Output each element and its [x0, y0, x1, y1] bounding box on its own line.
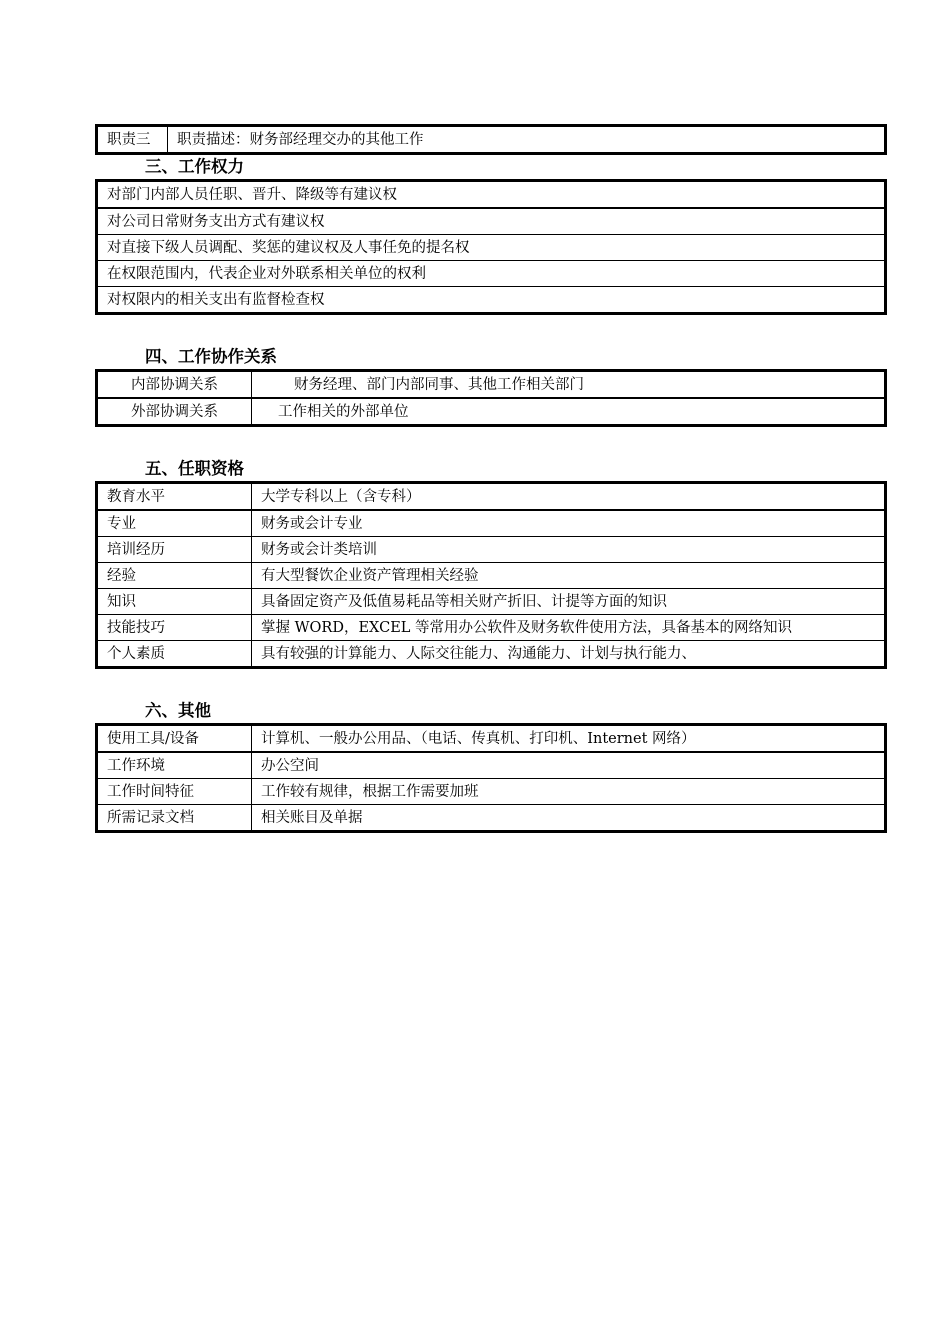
collaboration-table — [95, 369, 887, 427]
table-row — [97, 589, 886, 615]
table-row — [97, 235, 886, 261]
qualification-value: 财务或会计专业 — [252, 510, 886, 537]
authority-item: 对公司日常财务支出方式有建议权 — [97, 208, 886, 235]
qualification-label: 个人素质 — [97, 641, 252, 668]
qualification-label: 教育水平 — [97, 483, 252, 511]
qualification-label: 培训经历 — [97, 537, 252, 563]
qualification-value: 有大型餐饮企业资产管理相关经验 — [252, 563, 886, 589]
qualification-value: 具有较强的计算能力、人际交往能力、沟通能力、计划与执行能力、 — [252, 641, 886, 668]
qualification-label: 技能技巧 — [97, 615, 252, 641]
table-row — [97, 261, 886, 287]
qualification-label: 专业 — [97, 510, 252, 537]
table-row — [97, 563, 886, 589]
table-row — [97, 208, 886, 235]
table-row — [97, 287, 886, 314]
other-value: 办公空间 — [252, 752, 886, 779]
section-heading-collaboration: 四、工作协作关系 — [145, 347, 277, 366]
other-table — [95, 723, 887, 833]
qualification-label: 知识 — [97, 589, 252, 615]
other-value: 计算机、一般办公用品、（电话、传真机、打印机、Internet 网络） — [252, 725, 886, 753]
table-row — [97, 641, 886, 668]
authority-item: 对部门内部人员任职、晋升、降级等有建议权 — [97, 181, 886, 209]
section-heading-other: 六、其他 — [145, 701, 211, 720]
table-row — [97, 181, 886, 209]
duty-table — [95, 124, 887, 155]
table-row — [97, 752, 886, 779]
authority-item: 在权限范围内，代表企业对外联系相关单位的权利 — [97, 261, 886, 287]
other-value: 相关账目及单据 — [252, 805, 886, 832]
document-page — [95, 124, 887, 833]
table-row — [97, 371, 886, 399]
authority-item: 对权限内的相关支出有监督检查权 — [97, 287, 886, 314]
table-row — [97, 779, 886, 805]
qualification-value: 财务或会计类培训 — [252, 537, 886, 563]
qualifications-table — [95, 481, 887, 669]
table-row — [97, 805, 886, 832]
other-label: 工作时间特征 — [97, 779, 252, 805]
table-row — [97, 725, 886, 753]
table-row — [97, 483, 886, 511]
duty-description: 职责描述：财务部经理交办的其他工作 — [168, 126, 886, 154]
other-label: 使用工具/设备 — [97, 725, 252, 753]
authority-table — [95, 179, 887, 315]
collaboration-label: 内部协调关系 — [97, 371, 252, 399]
collaboration-value: 工作相关的外部单位 — [252, 398, 886, 426]
qualification-value: 大学专科以上（含专科） — [252, 483, 886, 511]
other-label: 所需记录文档 — [97, 805, 252, 832]
other-label: 工作环境 — [97, 752, 252, 779]
section-heading-authority: 三、工作权力 — [145, 157, 244, 176]
table-row — [97, 615, 886, 641]
table-row — [97, 537, 886, 563]
qualification-value: 掌握 WORD，EXCEL 等常用办公软件及财务软件使用方法，具备基本的网络知识 — [252, 615, 886, 641]
section-heading-qualifications: 五、任职资格 — [145, 459, 244, 478]
qualification-value: 具备固定资产及低值易耗品等相关财产折旧、计提等方面的知识 — [252, 589, 886, 615]
collaboration-label: 外部协调关系 — [97, 398, 252, 426]
authority-item: 对直接下级人员调配、奖惩的建议权及人事任免的提名权 — [97, 235, 886, 261]
table-row — [97, 510, 886, 537]
other-value: 工作较有规律，根据工作需要加班 — [252, 779, 886, 805]
qualification-label: 经验 — [97, 563, 252, 589]
collaboration-value: 财务经理、部门内部同事、其他工作相关部门 — [252, 371, 886, 399]
duty-label: 职责三 — [97, 126, 168, 154]
table-row — [97, 398, 886, 426]
table-row — [97, 126, 886, 154]
